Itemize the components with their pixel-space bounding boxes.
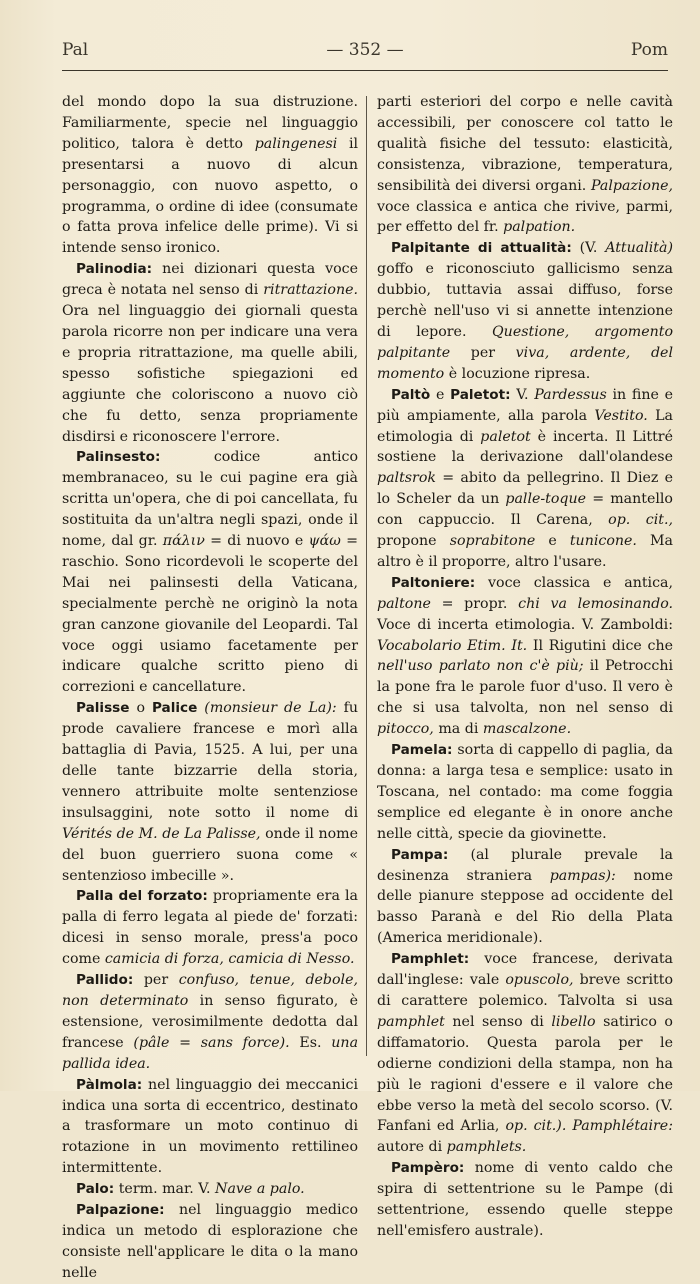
headword: Pamela:: [391, 742, 453, 759]
headword: Palla del forzato:: [76, 888, 208, 905]
entry-palinsesto: Palinsesto: codice antico membranaceo, su le cui pagine era già scritta un'opera, che di poi cancellata, fu sostituita da un'altra negli spazi, onde il nome, dal gr. πάλιν = di nuovo e ψάω = raschio. Sono ricordevoli le scoperte del Mai nei palinsesti della Vaticana, specialmente perchè ne originò la nota gran canzone giovanile del Leopardi. Tal voce oggi usiamo facetamente per indicare qualche scritto pieno di correzioni e cancellature.: [62, 449, 358, 696]
headword: Pampèro:: [391, 1160, 465, 1177]
headword: Palinsesto:: [76, 449, 161, 466]
entry-pamela: Pamela: sorta di cappello di paglia, da donna: a larga tesa e semplice: usato in Toscana, nel contado: ma come foggia semplice ed elegante è in onore anche nelle città, specie da giovinette.: [377, 742, 673, 842]
entry-palla-del-forzato: Palla del forzato: propriamente era la palla di ferro legata al piede de' forzati: dicesi in senso morale, press'a poco come camicia di forza, camicia di Nesso.: [62, 888, 358, 968]
entry-paltoniere: Paltoniere: voce classica e antica, paltone = propr. chi va lemosinando. Voce di incerta etimologia. V. Zamboldi: Vocabolario Etim. It. Il Rigutini dice che nell'uso parlato non c'è più; il Petrocchi la pone fra le parole fuor d'uso. Il vero è che si usa talvolta, non nel senso di pitocco, ma di mascalzone.: [377, 574, 674, 738]
entry-palto: Paltò e Paletot: V. Pardessus in fine e più ampiamente, alla parola Vestito. La etimologia di paletot è incerta. Il Littré sostiene la derivazione dall'olandese paltsrok = abito da pellegrino. Il Diez e lo Scheler da un palle-toque = mantello con cappuccio. Il Carena, op. cit., propone soprabitone e tunicone. Ma altro è il proporre, altro l'usare.: [377, 386, 674, 570]
entry-continuation: parti esteriori del corpo e nelle cavità accessibili, per conoscere col tatto le qualità fisiche del tessuto: elasticità, consistenza, vibrazione, temperatura, sensibilità dei diversi organi. Palpazione, voce classica e antica che rivive, parmi, per effetto del fr. palpation.: [377, 94, 674, 236]
headword: Palice: [151, 700, 198, 717]
entry-continuation: del mondo dopo la sua distruzione. Familiarmente, specie nel linguaggio politico, talora è detto palingenesi il presentarsi a nuovo di alcun personaggio, con nuovo aspetto, o programma, o ordine di idee (consumate o fatta prova infelice delle prime). Vi si intende senso ironico.: [62, 94, 359, 257]
headword: Pàlmola:: [76, 1076, 143, 1093]
headword: Paletot:: [450, 386, 511, 403]
running-header: [62, 40, 668, 62]
header-right-guide-word: Pom: [630, 40, 668, 60]
headword: Palisse: [76, 700, 130, 717]
page-number: — 352 —: [326, 40, 404, 60]
headword: Pallido:: [76, 972, 134, 989]
left-column: [62, 92, 358, 1284]
headword: Palpitante di attualità:: [391, 240, 572, 257]
headword: Palinodia:: [76, 261, 153, 278]
headword: Pampa:: [391, 846, 449, 863]
entry-palmola: Pàlmola: nel linguaggio dei meccanici indica una sorta di eccentrico, destinato a trasformare un moto continuo di rotazione in un movimento rettilineo intermittente.: [62, 1076, 359, 1177]
headword: Paltò: [391, 386, 431, 403]
entry-pampa: Pampa: (al plurale prevale la desinenza straniera pampas): nome delle pianure steppose ad occidente del basso Paranà e del Rio della Plata (America meridionale).: [377, 846, 674, 947]
headword: Palo:: [76, 1181, 115, 1198]
entry-palpazione: Palpazione: nel linguaggio medico indica un metodo di esplorazione che consiste nell'applicare le dita o la mano nelle: [62, 1202, 358, 1281]
entry-pampero: Pampèro: nome di vento caldo che spira di settentrione su le Pampe (di settentrione, essendo quelle steppe nell'emisfero australe).: [377, 1160, 673, 1239]
headword: Pamphlet:: [391, 951, 470, 968]
column-divider: [366, 96, 367, 1056]
header-rule: [62, 70, 668, 71]
entry-palpitante: Palpitante di attualità: (V. Attualità) goffo e riconosciuto gallicismo senza dubbio, tuttavia assai diffuso, forse perchè nell'uso vi si annette intenzione di lepore. Questione, argomento palpitante per viva, ardente, del momento è locuzione ripresa.: [377, 240, 673, 382]
entry-pallido: Pallido: per confuso, tenue, debole, non determinato in senso figurato, è estensione, verosimilmente dedotta dal francese (pâle = sans force). Es. una pallida idea.: [62, 972, 359, 1072]
headword: Paltoniere:: [391, 574, 476, 591]
entry-pamphlet: Pamphlet: voce francese, derivata dall'inglese: vale opuscolo, breve scritto di carattere polemico. Talvolta si usa pamphlet nel senso di libello satirico o diffamatorio. Questa parola per le odierne condizioni della stampa, non ha più le ragioni d'essere e il valore che ebbe verso la metà del secolo scorso. (V. Fanfani ed Arlia, op. cit.). Pamphlétaire: autore di pamphlets.: [377, 951, 673, 1156]
header-left-guide-word: Pal: [62, 40, 89, 60]
right-column: [377, 92, 673, 1242]
entry-palo: Palo: term. mar. V. Nave a palo.: [76, 1181, 305, 1198]
entry-palisse: Palisse o Palice (monsieur de La): fu prode cavaliere francese e morì alla battaglia di Pavia, 1525. A lui, per una delle tante bizzarrie della storia, vennero attribuite molte sentenziose insulsaggini, note sotto il nome di Vérités de M. de La Palisse, onde il nome del buon guerriero suona come « sentenzioso imbecille ».: [62, 700, 359, 884]
headword: Palpazione:: [76, 1202, 165, 1219]
entry-palinodia: Palinodia: nei dizionari questa voce greca è notata nel senso di ritrattazione. Ora nel linguaggio dei giornali questa parola ricorre non per indicare una vera e propria ritrattazione, ma quelle abili, spesso sofistiche spiegazioni ed aggiunte che coloriscono a nuovo ciò che fu detto, senza propriamente disdirsi e riconoscere l'errore.: [62, 261, 358, 445]
